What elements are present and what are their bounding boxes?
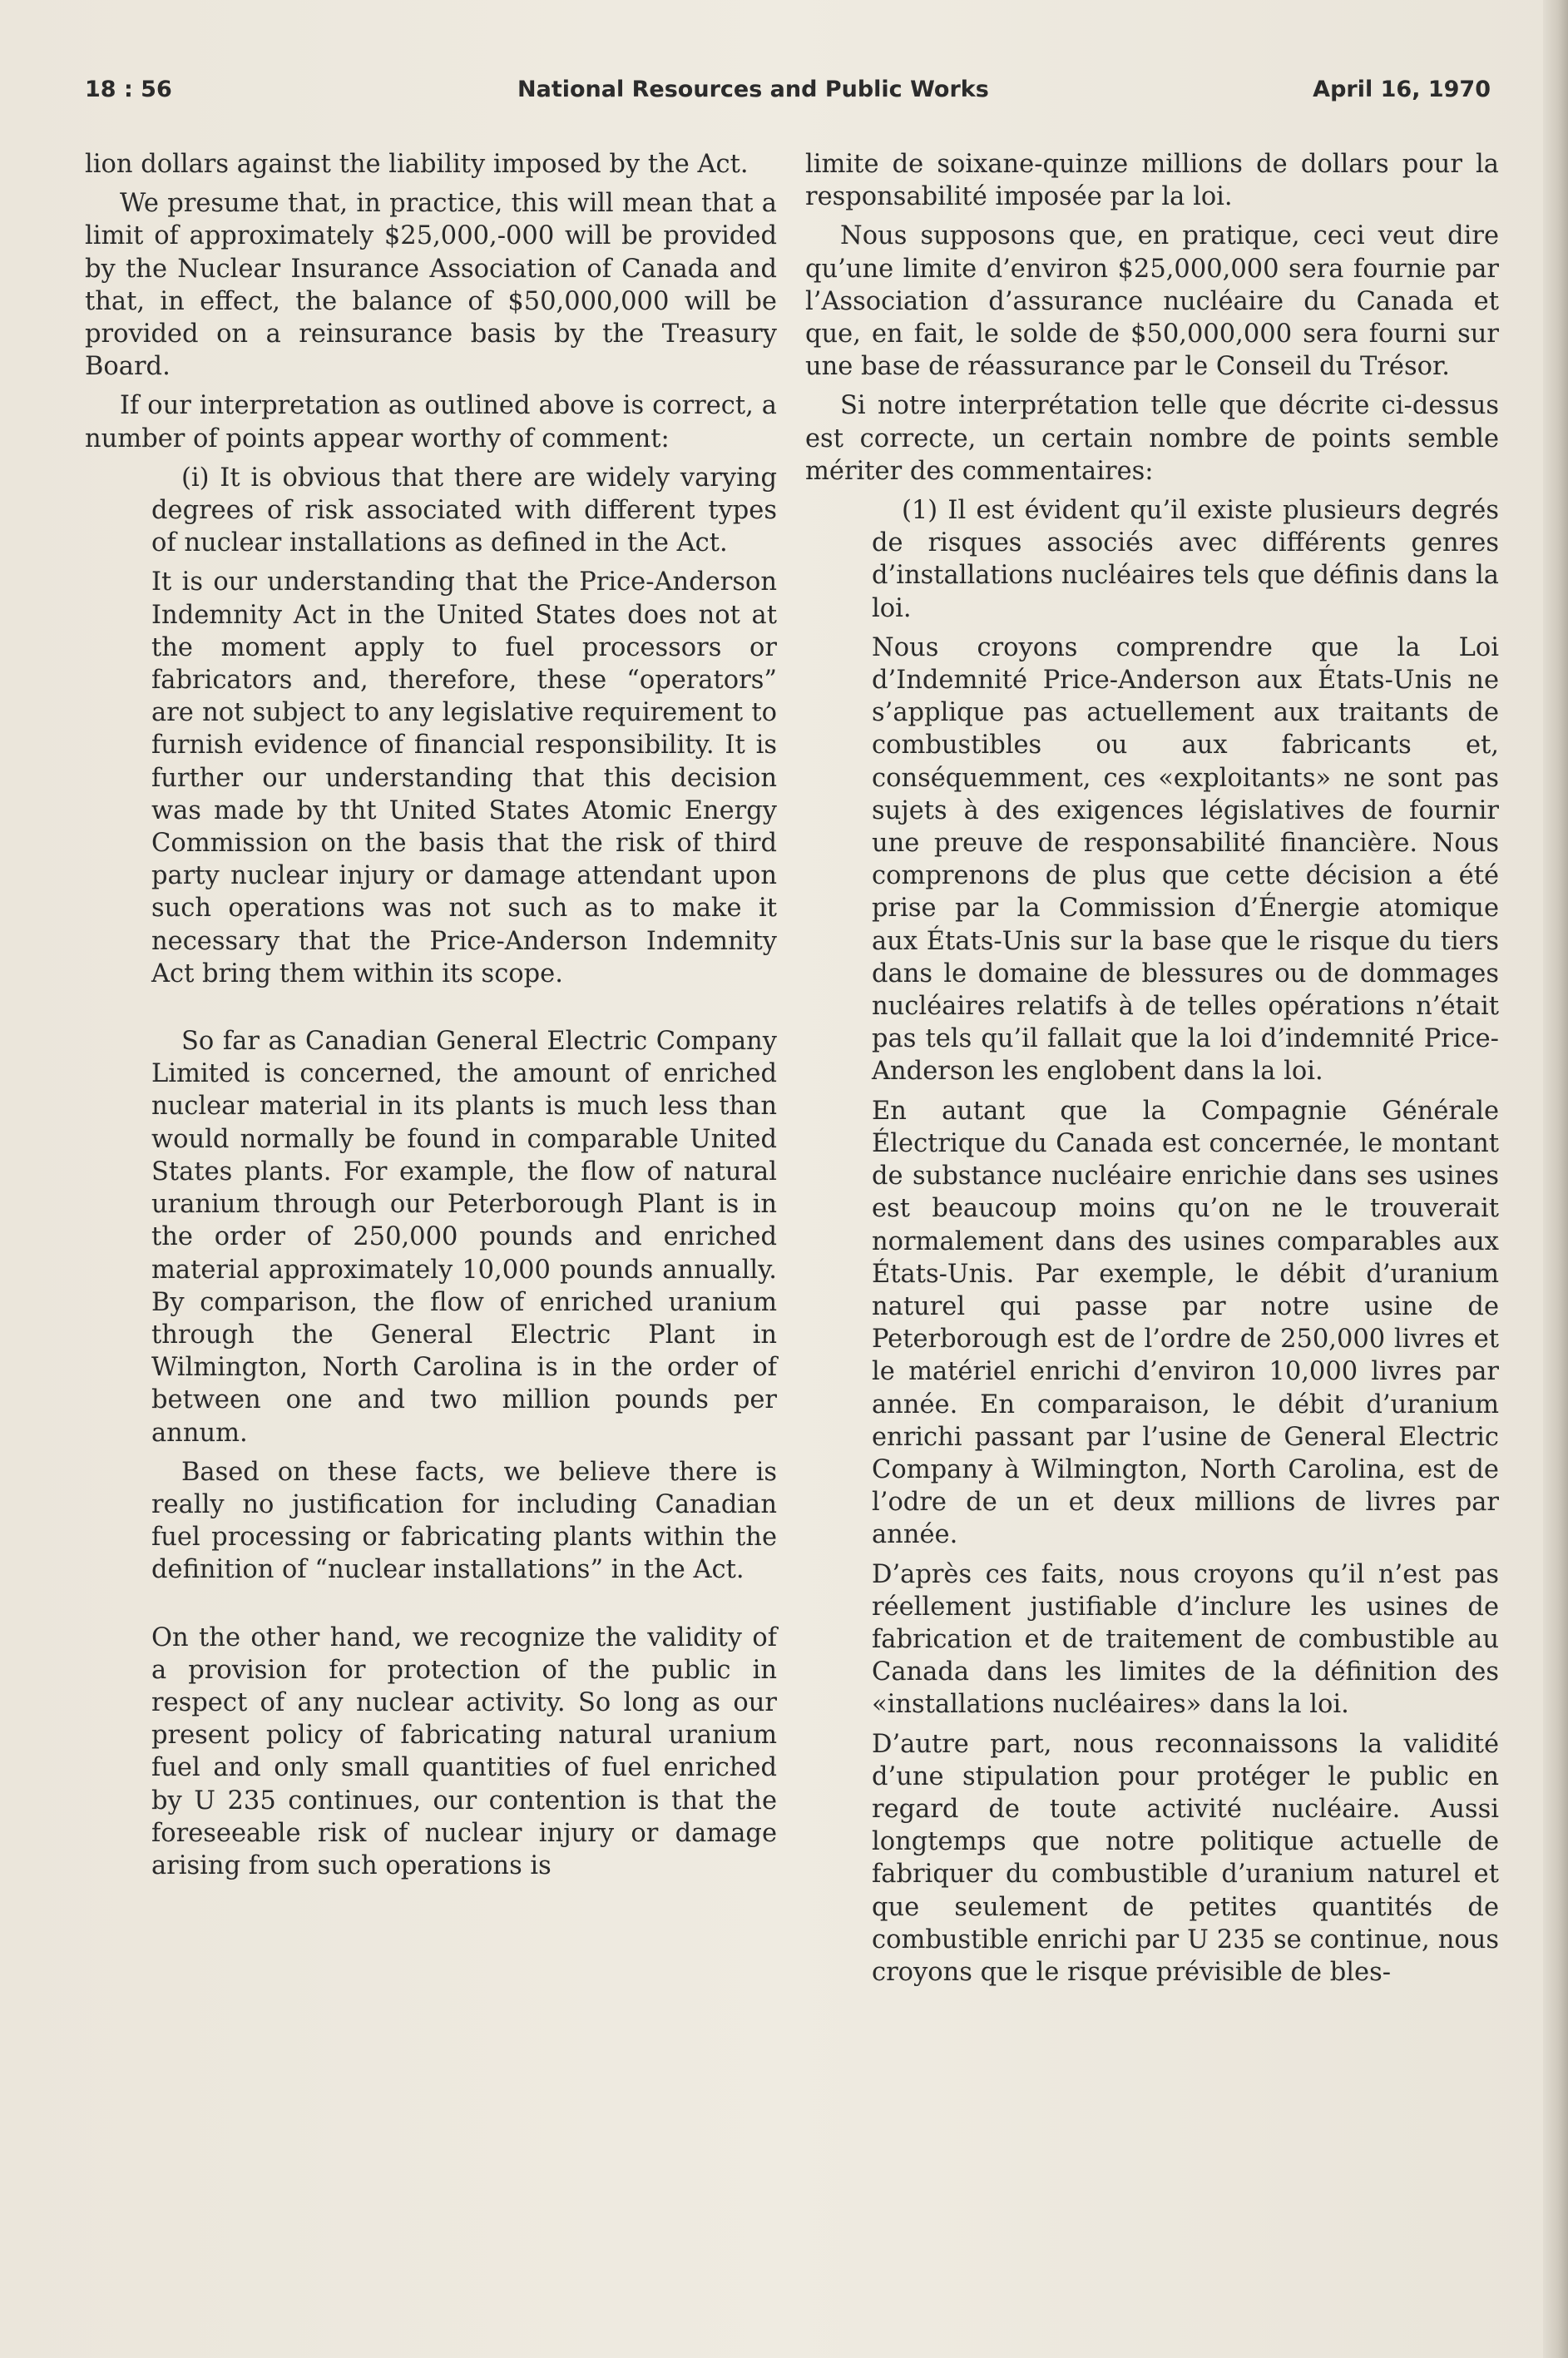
page-edge bbox=[1543, 0, 1568, 2358]
paragraph: limite de soixane-quinze millions de dollars pour la responsabilité imposée par la loi. bbox=[805, 150, 1499, 212]
page-number: 18 : 56 bbox=[85, 77, 172, 102]
paragraph: En autant que la Compagnie Générale Électrique du Canada est concernée, le montant de substance nucléaire enrichie dans ses usines est beaucoup moins qu’on ne le trouverait normalement dans des usines comparables aux États-Unis. Par exemple, le débit d’uranium naturel qui passe par notre usine de Peterborough est de l’ordre de 250,000 livres et le matériel enrichi d’environ 10,000 livres par année. En comparaison, le débit d’uranium enrichi passant par l’usine de General Electric Company à Wilmington, North Carolina, est de l’odre de un et deux millions de livres par année. bbox=[872, 1096, 1499, 1550]
publication-title: National Resources and Public Works bbox=[517, 77, 989, 102]
paragraph: On the other hand, we recognize the validity of a provision for protection of the public in respect of any nuclear activity. So long as our present policy of fabricating natural uranium fuel and only small quantities of fuel enriched by U 235 continues, our contention is that the foreseeable risk of nuclear injury or damage arising from such operations is bbox=[151, 1622, 777, 1880]
paragraph: (i) It is obvious that there are widely varying degrees of risk associated with different types of nuclear installations as defined in the Act. bbox=[151, 463, 777, 558]
running-header bbox=[85, 77, 1491, 118]
paragraph: Si notre interprétation telle que décrite ci-dessus est correcte, un certain nombre de points semble mériter des commentaires: bbox=[805, 391, 1499, 486]
paragraph: We presume that, in practice, this will mean that a limit of approximately $25,000,-000 will be provided by the Nuclear Insurance Association of Canada and that, in effect, the balance of $50,000,000 will be provided on a reinsurance basis by the Treasury Board. bbox=[85, 189, 777, 382]
english-column bbox=[85, 148, 777, 1889]
paragraph: Based on these facts, we believe there is really no justification for including Canadian fuel processing or fabricating plants within the definition of “nuclear installations” in the Act. bbox=[151, 1457, 777, 1585]
paragraph: Nous supposons que, en pratique, ceci veut dire qu’une limite d’environ $25,000,000 sera fournie par l’Association d’assurance nucléaire du Canada et que, en fait, le solde de $50,000,000 sera fourni sur une base de réassurance par le Conseil du Trésor. bbox=[805, 221, 1499, 382]
paragraph: It is our understanding that the Price-Anderson Indemnity Act in the United States does not at the moment apply to fuel processors or fabricators and, therefore, these “operators” are not subject to any legislative requirement to furnish evidence of financial responsibility. It is further our understanding that this decision was made by tht United States Atomic Energy Commission on the basis that the risk of third party nuclear injury or damage attendant upon such operations was not such as to make it necessary that the Price-Anderson Indemnity Act bring them within its scope. bbox=[151, 567, 777, 988]
paragraph: D’autre part, nous reconnaissons la validité d’une stipulation pour protéger le public en regard de toute activité nucléaire. Aussi longtemps que notre politique actuelle de fabriquer du combustible d’uranium naturel et que seulement de petites quantités de combustible enrichi par U 235 se continue, nous croyons que le risque prévisible de bles- bbox=[872, 1729, 1499, 1987]
paragraph: If our interpretation as outlined above is correct, a number of points appear worthy of comment: bbox=[85, 391, 777, 453]
paragraph: So far as Canadian General Electric Company Limited is concerned, the amount of enriched nuclear material in its plants is much less than would normally be found in comparable United States plants. For example, the flow of natural uranium through our Peterborough Plant is in the order of 250,000 pounds and enriched material approximately 10,000 pounds annually. By comparison, the flow of enriched uranium through the General Electric Plant in Wilmington, North Carolina is in the order of between one and two million pounds per annum. bbox=[151, 1027, 777, 1448]
paragraph: lion dollars against the liability imposed by the Act. bbox=[85, 150, 749, 179]
publication-date: April 16, 1970 bbox=[1313, 77, 1491, 102]
paragraph: Nous croyons comprendre que la Loi d’Indemnité Price-Anderson aux États-Unis ne s’applique pas actuellement aux traitants de combustibles ou aux fabricants et, conséquemment, ces «exploitants» ne sont pas sujets à des exigences législatives de fournir une preuve de responsabilité financière. Nous comprenons de plus que cette décision a été prise par la Commission d’Énergie atomique aux États-Unis sur la base que le risque du tiers dans le domaine de blessures ou de dommages nucléaires relatifs à de telles opérations n’était pas tels qu’il fallait que la loi d’indemnité Price-Anderson les englobent dans la loi. bbox=[872, 632, 1499, 1087]
paragraph: D’après ces faits, nous croyons qu’il n’est pas réellement justifiable d’inclure les usines de fabrication et de traitement de combustible au Canada dans les limites de la définition des «installations nucléaires» dans la loi. bbox=[872, 1559, 1499, 1720]
french-column bbox=[805, 148, 1499, 1995]
paragraph: (1) Il est évident qu’il existe plusieurs degrés de risques associés avec différents genres d’installations nucléaires tels que définis dans la loi. bbox=[872, 496, 1499, 623]
